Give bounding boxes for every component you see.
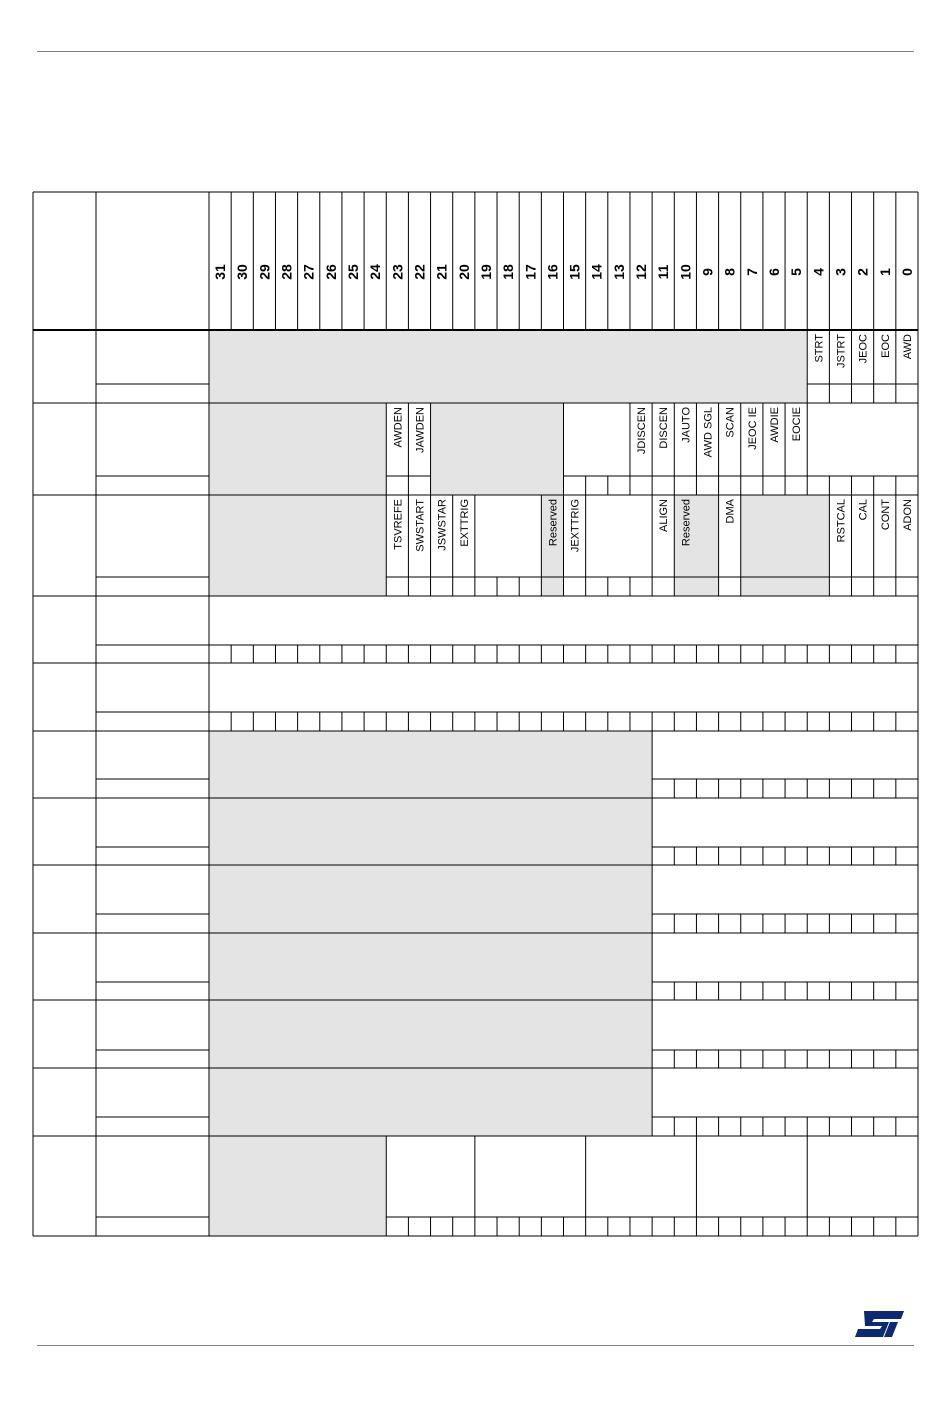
bit-number-header: 9 (699, 268, 716, 276)
field-label: EOC (879, 334, 892, 358)
field-label: EOCIE (791, 407, 804, 442)
bit-number-header: 15 (566, 264, 583, 280)
bit-number-header: 24 (367, 264, 384, 280)
bit-number-header: 6 (765, 268, 782, 276)
field-label: EXTTRIG (458, 499, 471, 547)
bit-number-header: 14 (588, 264, 605, 280)
reserved-area (209, 1000, 652, 1068)
field-label: AWD (901, 334, 914, 360)
field-label: STRT (813, 334, 826, 363)
field-label: DISCEN (658, 407, 671, 449)
field-label: SCAN (724, 407, 737, 438)
reserved-area (431, 403, 564, 495)
bit-number-header: 4 (810, 268, 827, 276)
bit-number-header: 7 (743, 268, 760, 276)
field-label: JEOC (857, 334, 870, 364)
bit-number-header: 11 (655, 264, 672, 280)
bit-number-header: 28 (278, 264, 295, 280)
bit-number-header: 21 (433, 264, 450, 280)
reserved-area (209, 403, 386, 495)
field-label: JSTRT (835, 334, 848, 369)
field-label: AWD SGL (702, 407, 715, 458)
field-label: Reserved (680, 499, 693, 547)
bit-number-header: 26 (322, 264, 339, 280)
field-label: JEXTTRIG (569, 499, 582, 553)
bit-number-header: 12 (633, 264, 650, 280)
bit-number-header: 23 (389, 264, 406, 280)
bit-number-header: 2 (854, 268, 871, 276)
field-label: JAUTO (680, 407, 693, 443)
field-label: TSVREFE (392, 499, 405, 550)
bit-number-header: 0 (898, 268, 915, 276)
bit-number-header: 31 (212, 264, 229, 280)
reserved-area (209, 731, 652, 798)
reserved-area (209, 865, 652, 933)
bit-number-header: 13 (610, 264, 627, 280)
field-label: JEOC IE (746, 407, 759, 450)
st-logo (852, 1307, 910, 1339)
field-label: Reserved (547, 499, 560, 547)
bit-number-header: 16 (544, 264, 561, 280)
reserved-area (209, 330, 807, 403)
bit-number-header: 30 (234, 264, 251, 280)
reserved-area (209, 798, 652, 865)
bit-number-header: 29 (256, 264, 273, 280)
field-label: AWDIE (768, 407, 781, 443)
reserved-area (209, 1068, 652, 1136)
bit-number-header: 17 (522, 264, 539, 280)
bottom-rule (37, 1345, 914, 1346)
field-label: JAWDEN (414, 407, 427, 454)
reserved-area (209, 933, 652, 1000)
bit-number-header: 5 (788, 268, 805, 276)
bit-number-header: 27 (300, 264, 317, 280)
field-label: ADON (901, 499, 914, 531)
field-label: JSWSTAR (436, 499, 449, 551)
field-label: ALIGN (658, 499, 671, 533)
bit-number-header: 25 (345, 264, 362, 280)
field-label: JDISCEN (636, 407, 649, 455)
bit-number-header: 18 (500, 264, 517, 280)
reserved-area (209, 1136, 386, 1236)
bit-number-header: 10 (677, 264, 694, 280)
field-label: CONT (879, 499, 892, 531)
field-label: AWDEN (392, 407, 405, 448)
field-label: DMA (724, 499, 737, 524)
field-label: RSTCAL (835, 499, 848, 543)
field-label: CAL (857, 499, 870, 521)
reserved-area (209, 495, 386, 596)
bit-number-header: 20 (455, 264, 472, 280)
bit-number-header: 22 (411, 264, 428, 280)
field-label: SWSTART (414, 499, 427, 552)
bit-number-header: 8 (721, 268, 738, 276)
reserved-area (741, 495, 830, 596)
bit-number-header: 19 (477, 264, 494, 280)
bit-number-header: 3 (832, 268, 849, 276)
bit-number-header: 1 (876, 268, 893, 276)
